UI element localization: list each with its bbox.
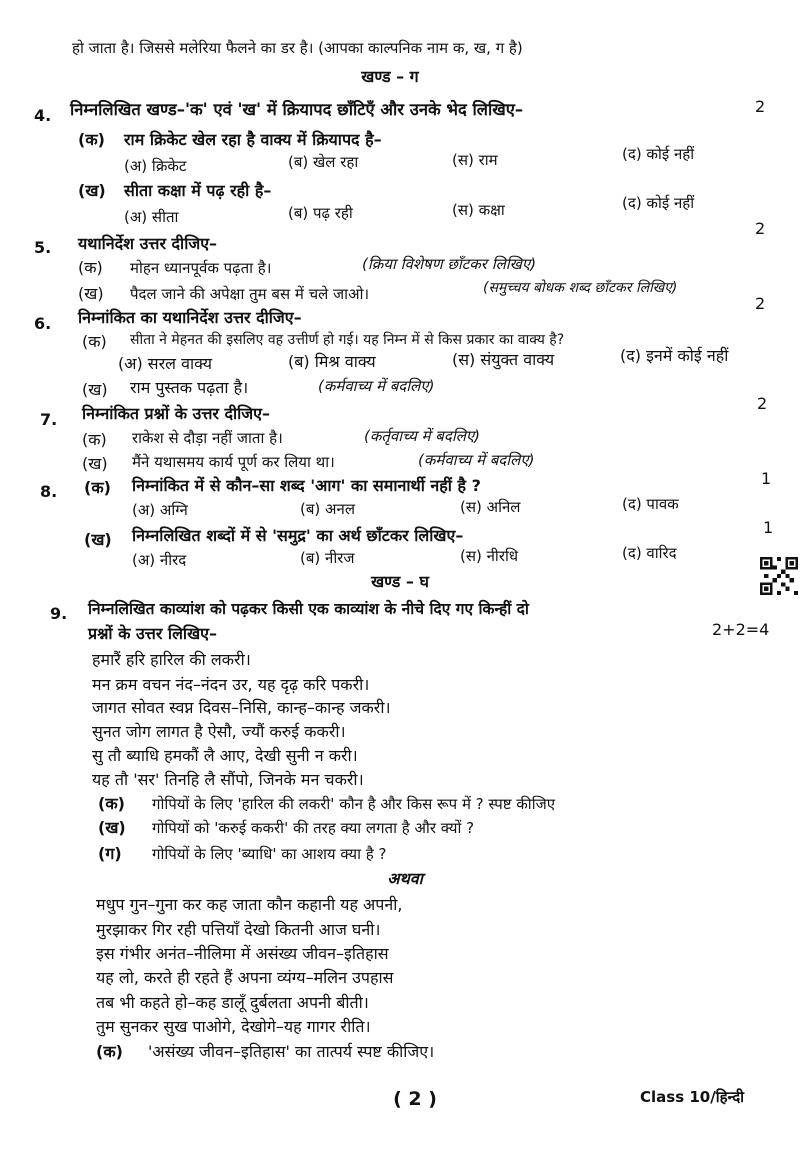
q8-ka-label: (क) bbox=[84, 478, 111, 497]
q4-ka-option-d: (द) कोई नहीं bbox=[622, 145, 695, 163]
q4-ka-text: राम क्रिकेट खेल रहा है वाक्य में क्रियापद है– bbox=[124, 130, 382, 149]
q7-text: निम्नांकित प्रश्नों के उत्तर दीजिए– bbox=[82, 404, 270, 423]
q8-ka-option-b: (ब) अनल bbox=[300, 500, 355, 518]
q7-ka-label: (क) bbox=[82, 430, 107, 449]
poem2-line: मुरझाकर गिर रही पत्तियाँ देखो कितनी आज घनी। bbox=[96, 920, 381, 939]
q5-kha-label: (ख) bbox=[78, 284, 104, 303]
q6-ka-option-d: (द) इनमें कोई नहीं bbox=[620, 346, 729, 365]
q6-kha-text: राम पुस्तक पढ़ता है। bbox=[130, 378, 249, 397]
q4-kha-option-b: (ब) पढ़ रही bbox=[288, 204, 353, 222]
q4-ka-label: (क) bbox=[78, 130, 105, 149]
q4-number: 4. bbox=[34, 106, 52, 125]
q5-ka-text: मोहन ध्यानपूर्वक पढ़ता है। bbox=[130, 259, 272, 277]
poem1-line: जागत सोवत स्वप्न दिवस–निसि, कान्ह–कान्ह जकरी। bbox=[92, 698, 391, 717]
q5-ka-instruction: (क्रिया विशेषण छाँटकर लिखिए) bbox=[362, 255, 537, 273]
q8-kha-option-b: (ब) नीरज bbox=[300, 549, 355, 567]
q6-ka-option-c: (स) संयुक्त वाक्य bbox=[452, 350, 555, 369]
q9-number: 9. bbox=[50, 604, 68, 623]
q9-sub1-label: (ख) bbox=[98, 818, 126, 837]
q4-text: निम्नलिखित खण्ड–'क' एवं 'ख' में क्रियापद छाँटिएँ और उनके भेद लिखिए– bbox=[70, 100, 524, 119]
page-number: ( 2 ) bbox=[393, 1088, 437, 1110]
q9-sub2-text: 'असंख्य जीवन–इतिहास' का तात्पर्य स्पष्ट कीजिए। bbox=[148, 1042, 435, 1061]
q8-kha-marks: 1 bbox=[763, 518, 774, 537]
poem1-line: यह तौ 'सर' तिनहि लै सौंपो, जिनके मन चकरी। bbox=[92, 770, 364, 789]
q6-ka-text: सीता ने मेहनत की इसलिए वह उत्तीर्ण हो गई। यह निम्न में से किस प्रकार का वाक्य है? bbox=[130, 332, 565, 348]
q6-ka-option-b: (ब) मिश्र वाक्य bbox=[288, 352, 376, 371]
q6-number: 6. bbox=[34, 314, 52, 333]
q9-sub1-text: गोपियों के लिए 'हारिल की लकरी' कौन है और किस रूप में ? स्पष्ट कीजिए bbox=[152, 795, 556, 813]
section-heading-gh: खण्ड – घ bbox=[371, 572, 429, 591]
q6-text: निम्नांकित का यथानिर्देश उत्तर दीजिए– bbox=[78, 308, 302, 327]
q5-number: 5. bbox=[34, 238, 52, 257]
q5-text: यथानिर्देश उत्तर दीजिए– bbox=[78, 234, 218, 253]
q7-kha-instruction: (कर्मवाच्य में बदलिए) bbox=[418, 451, 535, 469]
q5-ka-label: (क) bbox=[78, 258, 103, 277]
q9-sub1-label: (क) bbox=[98, 794, 125, 813]
q6-marks: 2 bbox=[755, 294, 766, 313]
q8-ka-text: निम्नांकित में से कौन–सा शब्द 'आग' का समानार्थी नहीं है ? bbox=[132, 476, 481, 495]
q7-kha-label: (ख) bbox=[82, 454, 108, 473]
q8-kha-label: (ख) bbox=[84, 530, 112, 549]
q5-marks: 2 bbox=[755, 219, 766, 238]
q4-ka-option-c: (स) राम bbox=[452, 151, 498, 169]
q4-kha-label: (ख) bbox=[78, 181, 106, 200]
footer-class-label: Class 10/हिन्दी bbox=[640, 1088, 745, 1106]
poem1-line: सु तौ ब्याधि हमकौं लै आए, देखी सुनी न करी। bbox=[92, 746, 358, 765]
q5-kha-text: पैदल जाने की अपेक्षा तुम बस में चले जाओ। bbox=[130, 285, 370, 303]
poem2-line: इस गंभीर अनंत–नीलिमा में असंख्य जीवन–इतिहास bbox=[96, 944, 389, 963]
q9-sub1-label: (ग) bbox=[98, 844, 122, 863]
q4-ka-option-a: (अ) क्रिकेट bbox=[124, 157, 187, 175]
q6-kha-label: (ख) bbox=[82, 380, 108, 399]
poem2-line: तुम सुनकर सुख पाओगे, देखोगे–यह गागर रीति। bbox=[96, 1017, 371, 1036]
q9-marks: 2+2=4 bbox=[712, 620, 770, 639]
top-continuation-line: हो जाता है। जिससे मलेरिया फैलने का डर है। (आपका काल्पनिक नाम क, ख, ग है) bbox=[72, 39, 523, 57]
q7-number: 7. bbox=[40, 410, 58, 429]
q4-kha-text: सीता कक्षा में पढ़ रही है– bbox=[124, 181, 272, 200]
poem2-line: यह लो, करते ही रहते हैं अपना व्यंग्य–मलिन उपहास bbox=[96, 968, 394, 987]
athva-heading: अथवा bbox=[387, 869, 423, 888]
q8-kha-option-c: (स) नीरधि bbox=[460, 547, 519, 565]
section-heading-g: खण्ड – ग bbox=[361, 67, 419, 86]
q9-sub2-label: (क) bbox=[96, 1042, 123, 1061]
q6-kha-instruction: (कर्मवाच्य में बदलिए) bbox=[318, 377, 435, 395]
qr-code-icon bbox=[760, 557, 798, 595]
q8-kha-option-a: (अ) नीरद bbox=[132, 551, 187, 569]
q8-ka-marks: 1 bbox=[761, 469, 772, 488]
q4-kha-option-d: (द) कोई नहीं bbox=[622, 194, 695, 212]
q4-ka-option-b: (ब) खेल रहा bbox=[288, 153, 359, 171]
q5-kha-instruction: (समुच्चय बोधक शब्द छाँटकर लिखिए) bbox=[483, 280, 678, 296]
q7-marks: 2 bbox=[757, 394, 768, 413]
poem2-line: तब भी कहते हो–कह डालूँ दुर्बलता अपनी बीती। bbox=[96, 993, 369, 1012]
q4-kha-option-a: (अ) सीता bbox=[124, 208, 179, 226]
poem1-line: मन क्रम वचन नंद–नंदन उर, यह दृढ़ करि पकरी। bbox=[92, 675, 370, 694]
q4-kha-option-c: (स) कक्षा bbox=[452, 201, 505, 219]
q8-number: 8. bbox=[40, 482, 58, 501]
poem1-line: सुनत जोग लागत है ऐसौ, ज्यौं करुई ककरी। bbox=[92, 722, 346, 741]
q7-kha-text: मैंने यथासमय कार्य पूर्ण कर लिया था। bbox=[132, 453, 335, 471]
q8-ka-option-c: (स) अनिल bbox=[460, 498, 521, 516]
q9-sub1-text: गोपियों के लिए 'ब्याधि' का आशय क्या है ? bbox=[152, 845, 387, 863]
q9-text-line2: प्रश्नों के उत्तर लिखिए– bbox=[88, 624, 217, 643]
q8-ka-option-d: (द) पावक bbox=[622, 495, 679, 513]
poem2-line: मधुप गुन–गुना कर कह जाता कौन कहानी यह अपनी, bbox=[96, 895, 403, 914]
q8-kha-text: निम्नलिखित शब्दों में से 'समुद्र' का अर्थ छाँटकर लिखिए– bbox=[132, 526, 464, 545]
q8-ka-option-a: (अ) अग्नि bbox=[132, 501, 188, 519]
q7-ka-text: राकेश से दौड़ा नहीं जाता है। bbox=[132, 429, 283, 447]
q7-ka-instruction: (कर्तृवाच्य में बदलिए) bbox=[364, 427, 481, 445]
q6-ka-label: (क) bbox=[82, 332, 107, 351]
q9-sub1-text: गोपियों को 'करुई ककरी' की तरह क्या लगता है और क्यों ? bbox=[152, 819, 475, 837]
q6-ka-option-a: (अ) सरल वाक्य bbox=[118, 354, 212, 373]
poem1-line: हमारैं हरि हारिल की लकरी। bbox=[92, 650, 251, 669]
q4-marks: 2 bbox=[755, 97, 766, 116]
q9-text-line1: निम्नलिखित काव्यांश को पढ़कर किसी एक काव्यांश के नीचे दिए गए किन्हीं दो bbox=[88, 600, 529, 618]
q8-kha-option-d: (द) वारिद bbox=[622, 544, 677, 562]
